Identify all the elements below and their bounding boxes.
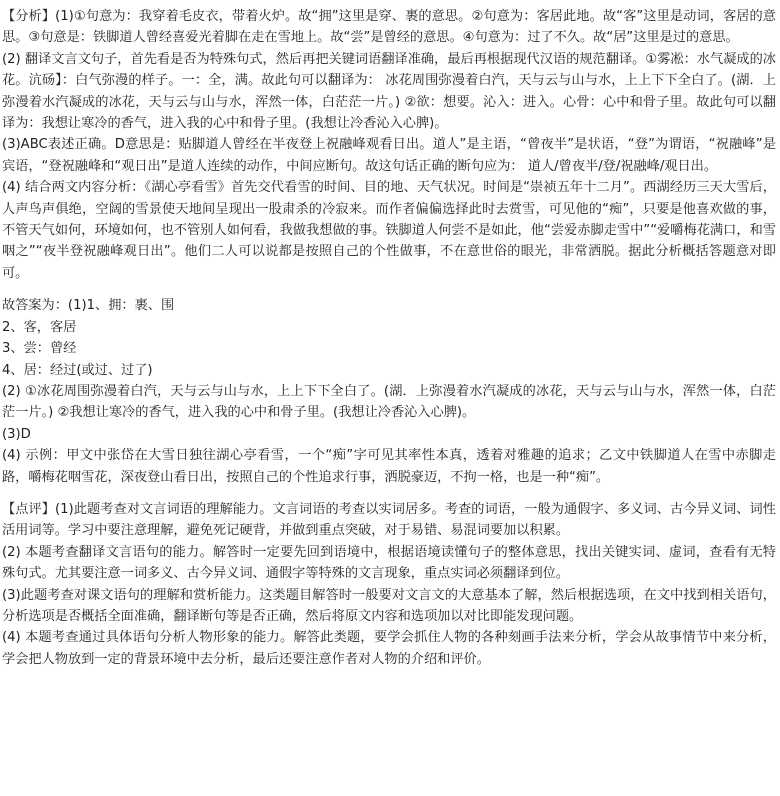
comment-paragraph-2: (2) 本题考查翻译文言语句的能力。解答时一定要先回到语境中，根据语境读懂句子的整体意思，找出关键实词、虚词，查看有无特殊句式。尤其要注意一词多义、古今异义词、通假字等特殊的文言现象，重点实词必须翻译到位。 [2, 544, 776, 582]
comment-paragraph-1: 【点评】(1)此题考查对文言词语的理解能力。文言词语的考查以实词居多。考查的词语，一般为通假字、多义词、古今异义词、词性活用词等。学习中要注意理解，避免死记硬背，并做到重点突破，对于易错、易混词要加以积累。 [2, 501, 776, 539]
section-gap [2, 284, 776, 295]
answer-line-7: (4) 示例：甲文中张岱在大雪日独往湖心亭看雪，一个“痴”字可见其率性本真，透着对雅趣的追求；乙文中铁脚道人在雪中赤脚走路，嚼梅花咽雪花，深夜登山看日出，按照自己的个性追求行事，洒脱豪迈，不拘一格，也是一种“痴”。 [2, 448, 776, 485]
comment-paragraph-4: (4) 本题考查通过具体语句分析人物形象的能力。解答此类题，要学会抓住人物的各种刻画手法来分析，学会从故事情节中来分析，学会把人物放到一定的背景环境中去分析，最后还要注意作者对人物的介绍和评价。 [2, 630, 776, 667]
section-gap [2, 488, 776, 499]
comment-section [2, 499, 776, 670]
answer-line-1: 故答案为：(1)1、拥：裹、围 [2, 298, 175, 314]
answer-line-3: 3、尝：曾经 [2, 341, 77, 357]
answer-section [2, 295, 776, 488]
analysis-paragraph-4: (4) 结合两文内容分析：《湖心亭看雪》首先交代看雪的时间、目的地、天气状况。时间是“崇祯五年十二月”。西湖经历三天大雪后，人声鸟声俱绝，空阔的雪景使天地间呈现出一股肃杀的冷寂来。而作者偏偏选择此时去赏雪，可见他的“痴”，只要是他喜欢做的事，不管天气如何，环境如何，也不管别人如何看，我做我想做的事。铁脚道人何尝不是如此，他“尝爱赤脚走雪中”“爱嚼梅花满口，和雪咽之”“夜半登祝融峰观日出”。他们二人可以说都是按照自己的个性做事，不在意世俗的眼光，非常洒脱。据此分析概括答题意对即可。 [2, 180, 776, 281]
analysis-paragraph-3: (3)ABC表述正确。D意思是：贴脚道人曾经在半夜登上祝融峰观看日出。道人”是主语，“曾夜半”是状语，“登”为谓语，“祝融峰”是宾语，“登祝融峰和“观日出”是道人连续的动作，中间应断句。故这句话正确的断句应为： 道人/曾夜半/登/祝融峰/观日出。 [2, 137, 776, 174]
answer-line-6: (3)D [2, 426, 31, 442]
answer-line-2: 2、客，客居 [2, 319, 77, 335]
answer-line-5: (2) ①冰花周围弥漫着白汽，天与云与山与水，上上下下全白了。(湖．上弥漫着水汽凝成的冰花，天与云与山与水，浑然一体，白茫茫一片。) ②我想让寒冷的香气，进入我的心中和骨子里。(我想让冷香沁入心脾)。 [2, 383, 776, 421]
analysis-paragraph-1: 【分析】(1)①句意为：我穿着毛皮衣，带着火炉。故“拥”这里是穿、裹的意思。②句意为：客居此地。故“客”这里是动词，客居的意思。③句意是：铁脚道人曾经喜爱光着脚在走在雪地上。故“尝”是曾经的意思。④句意为：过了不久。故“居”这里是过的意思。 [2, 9, 776, 46]
analysis-section [2, 6, 776, 284]
answer-line-4: 4、居：经过(或过、过了) [2, 362, 153, 378]
analysis-paragraph-2: (2) 翻译文言文句子，首先看是否为特殊句式，然后再把关键词语翻译准确，最后再根据现代汉语的规范翻译。①雾凇：水气凝成的冰花。沆砀】：白气弥漫的样子。一：全，满。故此句可以翻译为： 冰花周围弥漫着白汽，天与云与山与水，上上下下全白了。(湖．上弥漫着水汽凝成的冰花，天与云与山与水，浑然一体，白茫茫一片。) ②欲：想要。沁入：进入。心骨：心中和骨子里。故此句可以翻译为：我想让寒冷的香气，进入我的心中和骨子里。(我想让冷香沁入心脾)。 [2, 51, 776, 132]
comment-paragraph-3: (3)此题考查对课文语句的理解和赏析能力。这类题目解答时一般要对文言文的大意基本了解，然后根据选项，在文中找到相关语句，分析选项是否概括全面准确，翻译断句等是否正确，然后将原文内容和选项加以对比即能发现问题。 [2, 587, 776, 624]
